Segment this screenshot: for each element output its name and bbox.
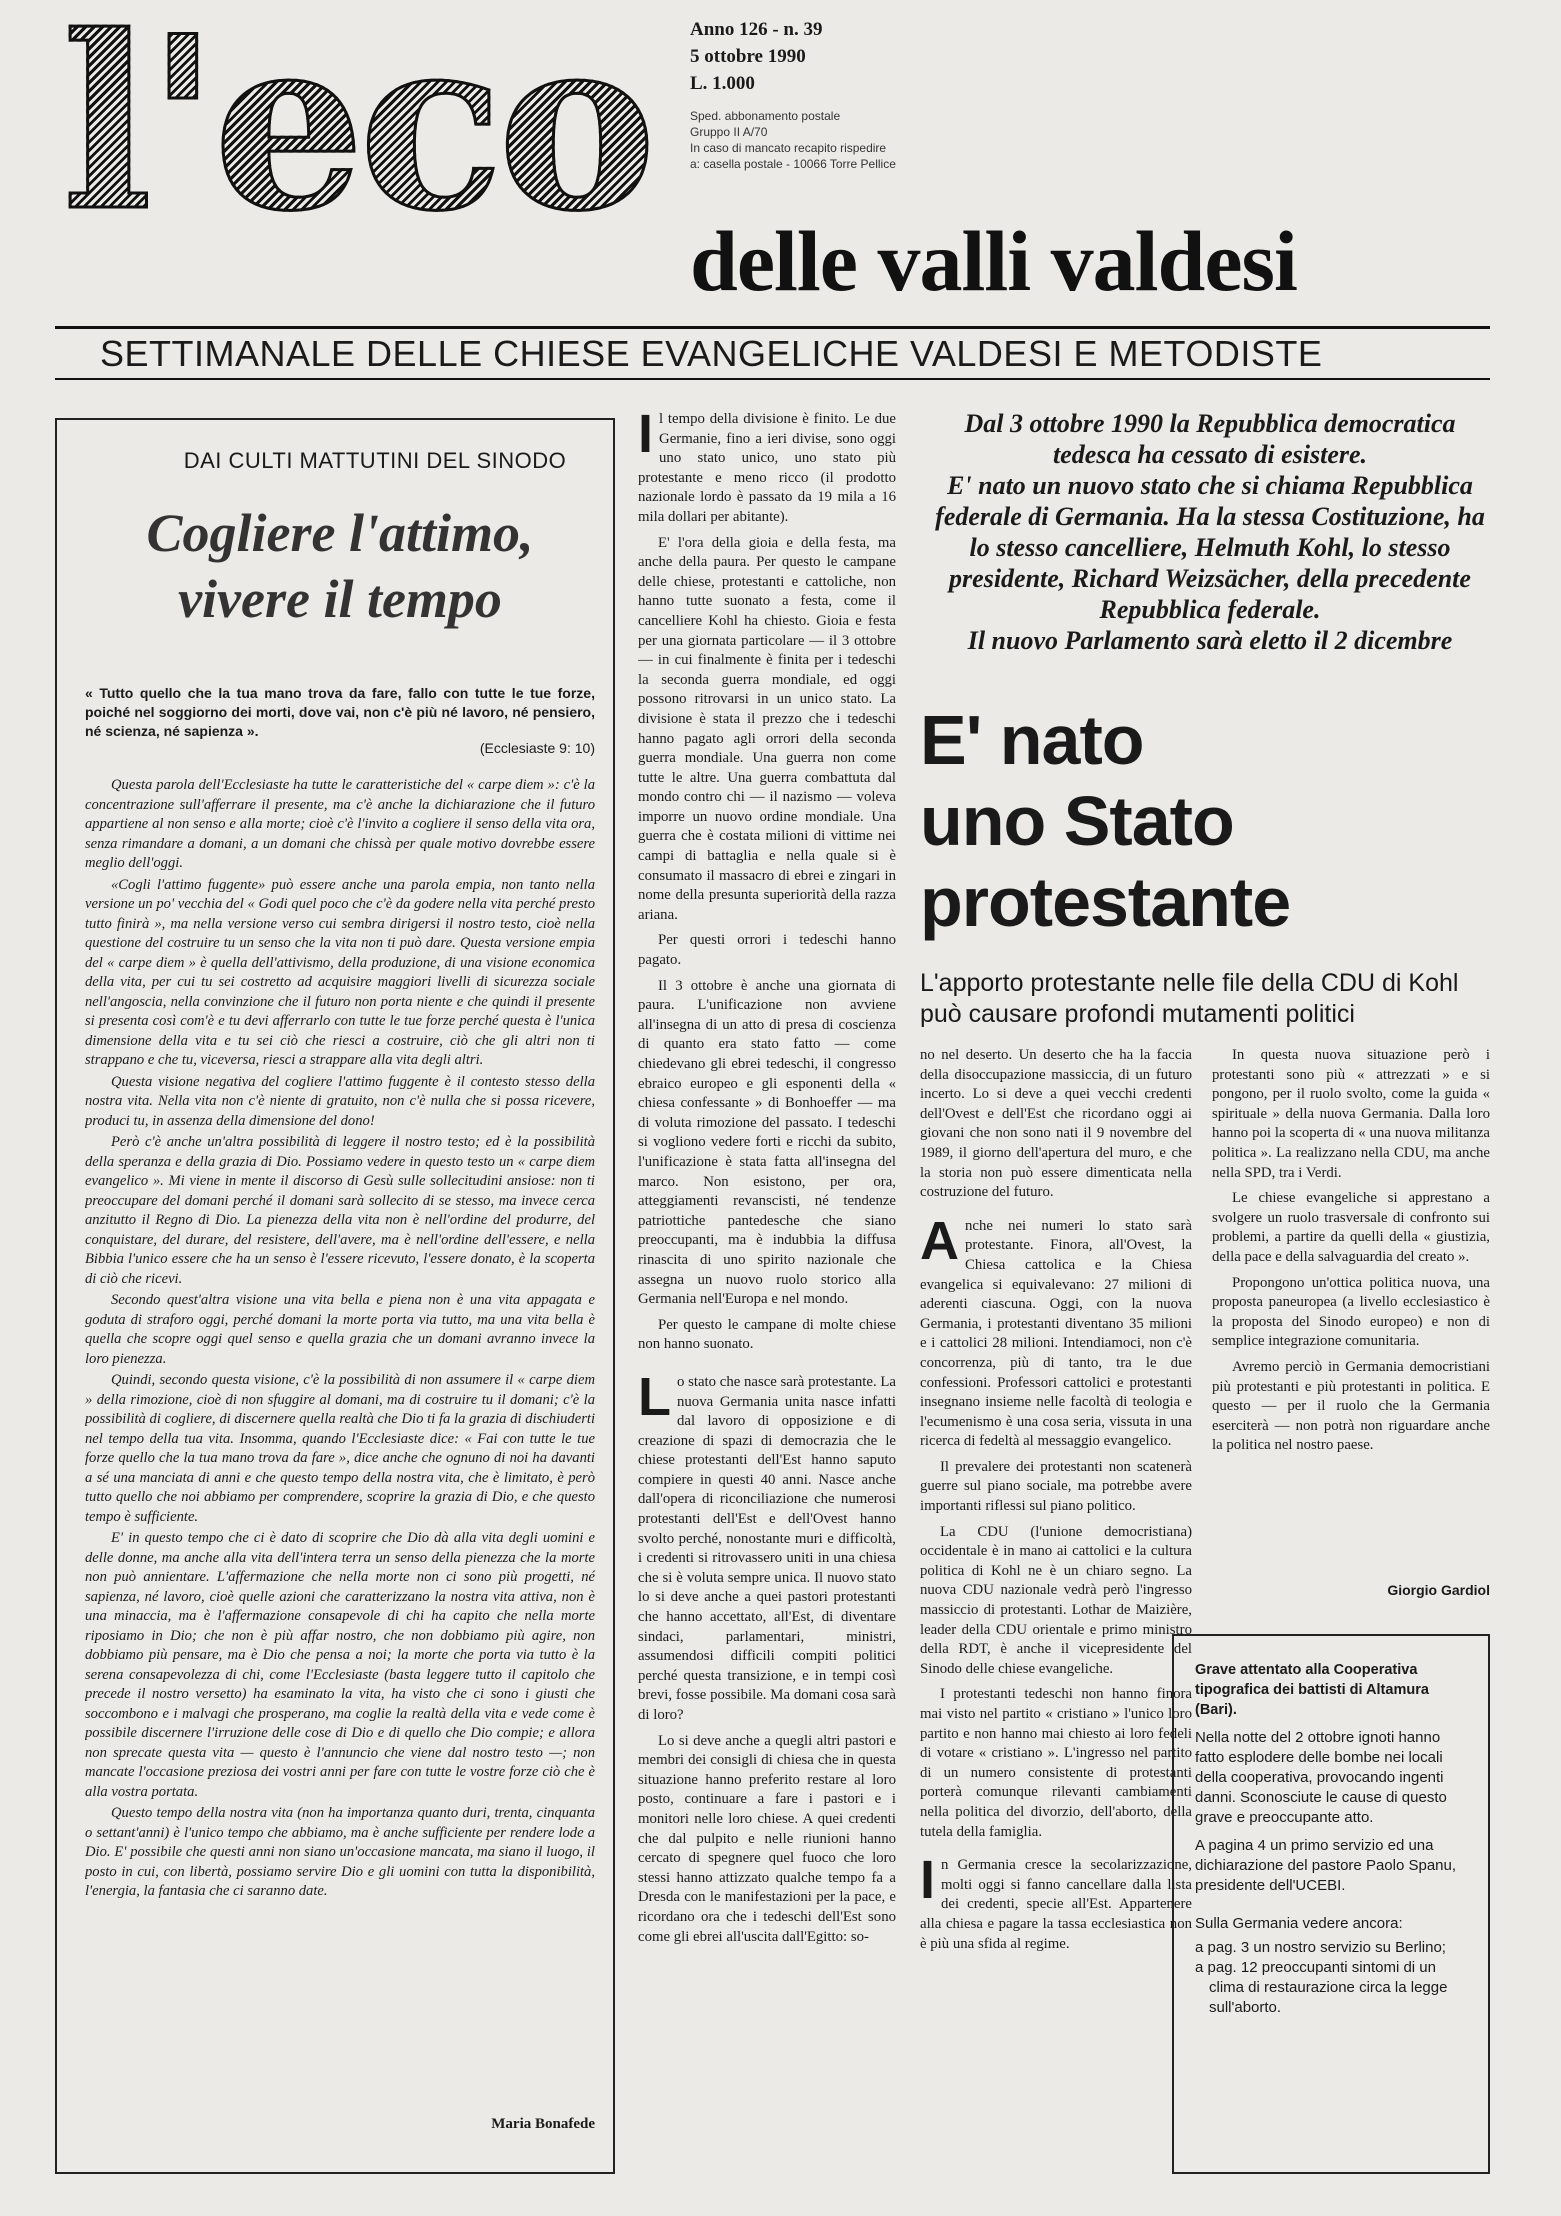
postal-line: In caso di mancato recapito rispedire: [690, 141, 887, 155]
headline-line: E' nato: [920, 701, 1144, 779]
paragraph: Propongono un'ottica politica nuova, una proposta paneuropea (a livello ecclesiastico è la proposta del Sinodo europeo) e non di semplice integrazione comunitaria.: [1212, 1274, 1490, 1350]
paragraph: Anche nei numeri lo stato sarà protestante. Finora, all'Ovest, la Chiesa cattolica e la Chiesa evangelica si equivalevano: 27 milioni di aderenti ciascuna. Oggi, con la nuova Germania, i protestanti diventano 35 milioni e i cattolici 28 milioni. Intendiamoci, non c'è concorrenza, più di tanto, tra le due confessioni. Professori cattolici e protestanti insegnano insieme nelle facoltà di teologia e l'ecumenismo è una cosa seria, vissuta in una ricerca di fedeltà al messaggio evangelico.: [920, 1210, 1192, 1450]
paragraph: I protestanti tedeschi non hanno finora mai visto nel partito « cristiano » l'unico loro partito e non hanno mai chiesto ai loro fedeli di votare « cristiano ». L'ingresso nel partito di un numero consistente di protestanti porterà comunque rilevanti cambiamenti nella politica del divorzio, dell'aborto, della tutela della famiglia.: [920, 1686, 1192, 1840]
issue-price: L. 1.000: [690, 73, 755, 94]
paragraph: Questa parola dell'Ecclesiaste ha tutte le caratteristiche del « carpe diem »: c'è la concentrazione sull'afferrare il presente, ma c'è anche la dichiarazione che il futuro appartiene al non senso e alla morte; cioè c'è l'invito a cogliere il senso della vita ora, senza rimandare a domani, a un domani che chissà per quale motivo dovrebbe essere meglio dell'oggi.: [85, 777, 595, 871]
paragraph: Per questi orrori i tedeschi hanno pagato.: [638, 932, 896, 969]
notice-box: [1195, 1660, 1470, 2018]
lead-summary: [930, 408, 1490, 656]
left-title-line: vivere il tempo: [178, 569, 502, 629]
postal-line: a: casella postale - 10066 Torre Pellice: [690, 157, 896, 171]
paragraph: Il prevalere dei protestanti non scatenerà guerre sul piano sociale, ma potrebbe avere importanti riflessi sul piano politico.: [920, 1458, 1192, 1515]
main-article-column-2: [920, 1046, 1192, 2180]
drop-cap: I: [920, 1850, 936, 1911]
drop-cap: I: [638, 410, 654, 464]
paragraph: E' l'ora della gioia e della festa, ma anche della paura. Per questo le campane delle chiese, protestanti e cattoliche, non hanno tutte suonato a festa, come il cancelliere Kohl ha chiesto. Gioia e festa per una giornata particolare — il 3 ottobre — in cui finalmente è finita per i tedeschi la seconda guerra mondiale, ed oggi possono ritrovarsi in un unico stato. La divisione è stata il prezzo che i tedeschi hanno pagato agli orrori della seconda guerra mondiale. Una guerra non come tutte le altre. Una guerra combattuta dal mondo contro chi — il nazismo — voleva imporre un nuovo ordine mondiale. Una guerra che è costata milioni di vittime nei campi di battaglia e nella quale si è consumato il massacro di ebrei e zingari in nome della presunta superiorità della razza ariana.: [638, 534, 896, 923]
paragraph: Il tempo della divisione è finito. Le due Germanie, fino a ieri divise, sono oggi uno stato unico, uno stato più protestante e meno ricco (il prodotto nazionale lordo è passato da 19 mila a 16 mila dollari per abitante).: [638, 410, 896, 525]
postal-line: Sped. abbonamento postale: [690, 109, 841, 123]
notice-list-item: a pag. 12 preoccupanti sintomi di un clima di restaurazione circa la legge sull'aborto.: [1195, 1959, 1448, 2016]
paragraph: Questa visione negativa del cogliere l'attimo fuggente è il contesto stesso della nostra vita. Nella vita non c'è niente di gratuito, non c'è nulla che si possa ricevere, produci tu, in assenza della dimensione del dono!: [85, 1073, 595, 1129]
left-article-kicker: DAI CULTI MATTUTINI DEL SINODO: [183, 448, 567, 473]
masthead-rule-bottom: [55, 378, 1490, 380]
paragraph: In Germania cresce la secolarizzazione, molti oggi si fanno cancellare dalla lista dei credenti, specie all'Est. Appartenere alla chiesa e pagare la tassa ecclesiastica non è più una sfida al regime.: [920, 1850, 1192, 1952]
main-article-column-3: [1212, 1046, 1490, 1626]
left-article-title: [70, 500, 610, 632]
left-article-author: Maria Bonafede: [491, 2116, 595, 2132]
paragraph: Quindi, secondo questa visione, c'è la possibilità di non assumere il « carpe diem » della rimozione, cioè di non sfuggire al domani, ma di costruire tu il domani; c'è la possibilità di cogliere, di discernere quella realtà che Dio ti fa la grazia di dischiuderti nel tempo della tua vita. Insomma, quando l'Ecclesiaste dice: « Fai con tutte le tue forze quello che la tua mano trova da fare », dice anche che ognuno di noi ha davanti a sé una manciata di anni e che questo tempo della nostra vita, che è limitato, è però tutto quello che noi abbiamo per comprendere, scoprire la grazia di Dio, e che questo tempo è sufficiente.: [85, 1372, 595, 1525]
left-article-epigraph: « Tutto quello che la tua mano trova da fare, fallo con tutte le tue forze, poiché nel soggiorno dei morti, dove vai, non c'è più né lavoro, né pensiero, né scienza, né sapienza ».: [85, 685, 595, 739]
notice-title: Grave attentato alla Cooperativa tipografica dei battisti di Altamura (Bari).: [1195, 1662, 1429, 1718]
paragraph: Le chiese evangeliche si apprestano a svolgere un ruolo trasversale di confronto sui problemi, a partire da quelli della « giustizia, della pace e della salvaguardia del creato ».: [1212, 1190, 1490, 1265]
notice-paragraph: Nella notte del 2 ottobre ignoti hanno fatto esplodere delle bombe nei locali della cooperativa, provocando ingenti danni. Sconosciute le cause di questo grave e preoccupante atto.: [1195, 1729, 1447, 1826]
summary-line: E' nato un nuovo stato che si chiama Repubblica federale di Germania. Ha la stessa Costituzione, ha lo stesso cancelliere, Helmuth Kohl, lo stesso presidente, Richard Weizsächer, della precedente Repubblica federale.: [935, 471, 1485, 624]
paragraph: Secondo quest'altra visione una vita bella e piena non è una vita appagata e goduta di straforo oggi, perché domani la morte porta via tutto, ma una vita bella è quella che scopre oggi quel senso e quella grazia che un domani avranno invece la loro pienezza.: [85, 1292, 595, 1367]
paragraph: Avremo perciò in Germania democristiani più protestanti e più protestanti in politica. E questo — per il ruolo che la Germania eserciterà — non potrà non riguardare anche la politica nel nostro paese.: [1212, 1358, 1490, 1454]
issue-date: 5 ottobre 1990: [690, 46, 806, 67]
headline-line: protestante: [920, 863, 1291, 941]
masthead-rule-top: [55, 326, 1490, 329]
headline-line: uno Stato: [920, 782, 1234, 860]
notice-paragraph: A pagina 4 un primo servizio ed una dichiarazione del pastore Paolo Spanu, presidente dell'UCEBI.: [1195, 1837, 1457, 1894]
drop-cap: A: [920, 1210, 959, 1271]
summary-line: Dal 3 ottobre 1990 la Repubblica democratica tedesca ha cessato di esistere.: [964, 409, 1456, 469]
main-article-column-1: [638, 410, 896, 2180]
paragraph: Per questo le campane di molte chiese non hanno suonato.: [638, 1316, 896, 1353]
masthead-logo: l'eco: [62, 0, 651, 264]
masthead-tagline: SETTIMANALE DELLE CHIESE EVANGELICHE VALDESI E METODISTE: [100, 333, 1323, 374]
paragraph: E' in questo tempo che ci è dato di scoprire che Dio dà alla vita degli uomini e delle donne, ma anche alla vita dell'intera terra un senso della pienezza che la morte non può annientare. L'affermazione che nella morte non ci sono più progetti, né sapienza, né lavoro, cioè quelle azioni che caratterizzano la nostra vita attiva, non è una minaccia, ma è l'affermazione consapevole di chi ha capito che nella morte riposiamo in Dio; che non è più affar nostro, che non dobbiamo più agire, non dobbiamo più pensare, ma è Dio che pensa a noi; la morte che porta via tutto è la serena consapevolezza di chi, come l'Ecclesiaste (basta leggere tutto il capitolo che precede il nostro versetto) ha esaminato la vita, ha visto che ci sono i giusti che soccombono e i malvagi che prosperano, ma coglie la realtà della vita e vede come è possibile discernere l'irruzione delle cose di Dio e di quello che Dio compie; e allora non sprecate questa vita — questo è l'annuncio che viene dal nostro testo —; non mancate l'occasione preziosa dei vostri anni per fare con tutte le vostre forze ciò che è alla vostra portata.: [85, 1530, 595, 1800]
paragraph: In questa nuova situazione però i protestanti sono più « attrezzati » e si pongono, per il ruolo svolto, come la guida « spirituale » della nuova Germania. Dalla loro hanno poi la scoperta di « una nuova militanza politica ». La realizzano nella CDU, ma anche nella SPD, tra i Verdi.: [1212, 1047, 1490, 1181]
left-article-epigraph-ref: (Ecclesiaste 9: 10): [479, 740, 595, 756]
left-title-line: Cogliere l'attimo,: [146, 503, 534, 563]
paragraph: no nel deserto. Un deserto che ha la faccia della disoccupazione massiccia, di un futuro incerto. Lo si deve a quei vecchi credenti dell'Ovest e dell'Est che ricordano oggi ai giovani che non sono nati il 9 novembre del 1989, il giorno dell'apertura del muro, e che la storia non può essere dimenticata nella costruzione del futuro.: [920, 1047, 1192, 1201]
notice-list-item: a pag. 3 un nostro servizio su Berlino;: [1195, 1939, 1446, 1956]
main-headline: [920, 700, 1480, 943]
paragraph: Però c'è anche un'altra possibilità di leggere il nostro testo; ed è la possibilità della speranza e della grazia di Dio. Possiamo vedere in questo testo un « carpe diem evangelico ». Mi viene in mente il discorso di Gesù sulle sollecitudini ansiose: non ti preoccupare del domani perché il domani sarà sollecito di se stesso, ma invece cerca anzitutto il Regno di Dio. La pienezza della vita non è nell'ordine del produrre, del conquistare, del durare, del resistere, dell'avere, ma è nell'ordine dell'essere, e nella Bibbia l'unico essere che ha un senso è l'essere ricevuto, l'essere donato, è la scoperta di ciò che ricevi.: [85, 1134, 595, 1287]
paragraph: «Cogli l'attimo fuggente» può essere anche una parola empia, non tanto nella versione un po' vecchia del « Godi quel poco che c'è da godere nella vita perché presto tutto finirà », ma nella versione verso cui sembra dirigersi il nostro testo, cioè nella questione del costruire tu un senso che la vita non ti può dare. Questa versione empia del « carpe diem » è quella dell'attivismo, della produzione, di una visione economica della vita, per cui tu sei costretto ad acquisire maggiori livelli di sicurezza sociale nell'angoscia, nella convinzione che il futuro non porta niente e che quindi il presente si presenta così com'è e tu devi afferrarlo con tutte le tue forze perché questa è l'unica dimensione della vita e tu sei ciò che riesci a costruire, ciò che gli altri non ti strappano e che tu, viceversa, riesci a strappare alla vita degli altri.: [85, 876, 595, 1068]
headline-deck: L'apporto protestante nelle file della CDU di Kohl può causare profondi mutamenti politici: [920, 969, 1459, 1028]
paragraph: Lo si deve anche a quegli altri pastori e membri dei consigli di chiesa che in questa situazione hanno preferito restare al loro posto, continuare a fare i pastori e i monitori nelle loro chiese. A quei credenti che dal pulpito e nelle riunioni hanno cercato di spegnere quel fuoco che loro stessi hanno attizzato qualche tempo fa a Dresda con le manifestazioni per la pace, e ricordano ora che i tedeschi dell'Est sono come gli ebrei all'uscita dall'Egitto: so-: [638, 1732, 896, 1945]
issue-number: Anno 126 - n. 39: [690, 19, 823, 40]
notice-paragraph: Sulla Germania vedere ancora:: [1195, 1915, 1403, 1932]
postal-line: Gruppo II A/70: [690, 125, 768, 139]
notice-list: [1195, 1938, 1470, 2018]
drop-cap: L: [638, 1366, 671, 1427]
postal-info: [690, 108, 896, 172]
main-article-author: Giorgio Gardiol: [1387, 1582, 1490, 1598]
left-article-body: [85, 776, 595, 2116]
summary-line: Il nuovo Parlamento sarà eletto il 2 dicembre: [967, 626, 1453, 655]
masthead-subtitle: delle valli valdesi: [690, 213, 1297, 309]
paragraph: Il 3 ottobre è anche una giornata di paura. L'unificazione non avviene all'insegna di un atto di presa di coscienza di quanto era stato fatto — come chiedevano gli ebrei tedeschi, il congresso ebraico europeo e gli esponenti della « chiesa confessante » di Bonhoeffer — ma di voluta rimozione del passato. I tedeschi si vogliono vedere forti e ricchi da subito, l'unificazione è stata fatta all'insegna del marco. Non esistono, per ora, atteggiamenti revanscisti, né tendenze patriottiche pantedesche che siano preoccupanti, ma è indubbia la diffusa rinascita di uno spirito nazionale che assegna un nuovo ruolo storico alla Germania nell'Europa e nel mondo.: [638, 977, 896, 1308]
paragraph: Questo tempo della nostra vita (non ha importanza quanto duri, trenta, cinquanta o settant'anni) è l'unico tempo che abbiamo, ma è anche sufficiente per rendere lode a Dio. E' possibile che questi anni non siano un'occasione mancata, ma siano il luogo, il posto in cui, con libertà, possiamo servire Dio e gli uomini con tutta la disponibilità, l'energia, la fantasia che ci saranno date.: [85, 1805, 595, 1899]
issue-info: [690, 16, 823, 97]
paragraph: Lo stato che nasce sarà protestante. La nuova Germania unita nasce infatti dal lavoro di opposizione e di creazione di spazi di democrazia che le chiese protestanti dell'Est hanno saputo compiere in questi 40 anni. Nasce anche dall'opera di riconciliazione che numerosi protestanti dell'Est e dell'Ovest hanno svolto perché, nonostante muri e difficoltà, i credenti si ritrovassero uniti in una chiesa che si è voluta sempre unica. Il nuovo stato lo si deve anche a quei pastori protestanti che hanno accettato, all'Est, di diventare sindaci, parlamentari, ministri, assumendosi difficili compiti politici perché questa transizione, e in tempi così brevi, fosse possibile. Ma domani cosa sarà di loro?: [638, 1366, 896, 1723]
paragraph: La CDU (l'unione democristiana) occidentale è in mano ai cattolici e la cultura politica di Kohl ne è un chiaro segno. La nuova CDU nazionale vedrà però l'ingresso massiccio di protestanti. Lothar de Maizière, leader della CDU orientale e primo ministro della RDT, è anche il vicepresidente del Sinodo delle chiese evangeliche.: [920, 1523, 1192, 1677]
